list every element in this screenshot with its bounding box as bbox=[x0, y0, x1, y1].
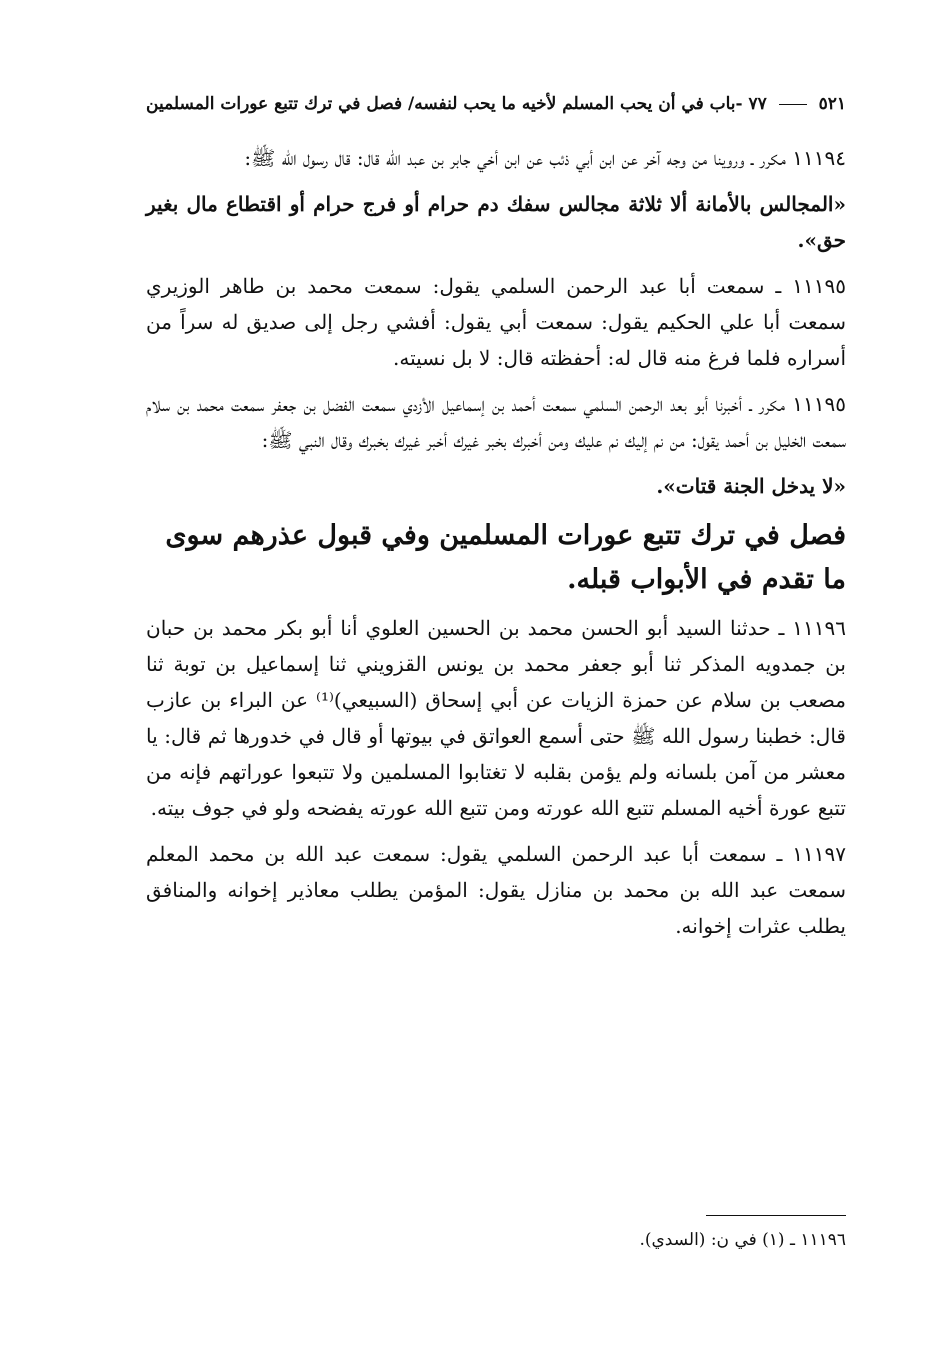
hadith-quote: «المجالس بالأمانة ألا ثلاثة مجالس سفك دم حرام أو فرج حرام أو اقتطاع مال بغير حق». bbox=[146, 192, 846, 252]
hadith-quote: «لا يدخل الجنة قتات». bbox=[656, 474, 846, 498]
section-title: فصل في ترك تتبع عورات المسلمين وفي قبول عذرهم سوى ما تقدم في الأبواب قبله. bbox=[165, 520, 846, 595]
footnote-rule bbox=[706, 1215, 846, 1216]
entry-11196: ١١١٩٦ ـ حدثنا السيد أبو الحسن محمد بن الحسين العلوي أنا أبو بكر محمد بن حبان بن جمدويه المذكر ثنا أبو جعفر محمد بن يونس القزويني ثنا إسماعيل بن توبة ثنا مصعب بن سلام عن حمزة الزيات عن أبي إسحاق (السبيعي)⁽¹⁾ عن البراء بن عازب قال: خطبنا رسول الله ﷺ حتى أسمع العواتق في بيوتها أو قال في خدورها ثم قال: يا معشر من آمن بلسانه ولم يؤمن بقلبه لا تغتابوا المسلمين ولا تتبعوا عوراتهم فإنه من تتبع عورة أخيه المسلم تتبع الله عورته ومن تتبع الله عورته يفضحه ولو في جوف بيته. bbox=[146, 616, 846, 820]
running-title: ٧٧ -باب في أن يحب المسلم لأخيه ما يحب لنفسه/ فصل في ترك تتبع عورات المسلمين bbox=[146, 94, 767, 114]
header-rule bbox=[779, 104, 807, 105]
page-number: ٥٢١ bbox=[818, 94, 846, 114]
entry-11195-repeat: ١١١٩٥ مكرر ـ أخبرنا أبو بعد الرحمن السلمي سمعت أحمد بن إسماعيل الأزدي سمعت الفضل بن جعفر سمعت محمد بن سلام سمعت الخليل بن أحمد يقول: من نم إليك نم عليك ومن أخبرك بخبر غيرك أخبر غيرك بخبرك وقال النبي ﷺ: bbox=[146, 392, 846, 452]
page-body bbox=[146, 140, 846, 954]
running-header bbox=[146, 84, 846, 124]
footnote: ١١١٩٦ ـ (١) في ن: (السدي). bbox=[639, 1230, 846, 1250]
entry-11195: ١١١٩٥ ـ سمعت أبا عبد الرحمن السلمي يقول: سمعت محمد بن طاهر الوزيري سمعت أبا علي الحكيم يقول: سمعت أبي يقول: أفشي رجل إلى صديق له سراً من أسراره فلما فرغ منه قال له: أحفظته قال: لا بل نسيته. bbox=[146, 274, 846, 370]
entry-11197: ١١١٩٧ ـ سمعت أبا عبد الرحمن السلمي يقول: سمعت عبد الله بن محمد المعلم سمعت عبد الله بن محمد بن منازل يقول: المؤمن يطلب معاذير إخوانه والمنافق يطلب عثرات إخوانه. bbox=[146, 842, 846, 938]
entry-11194-repeat: ١١١٩٤ مكرر ـ وروينا من وجه آخر عن ابن أبي ذئب عن ابن أخي جابر بن عبد الله قال: قال رسول الله ﷺ: bbox=[244, 146, 846, 170]
